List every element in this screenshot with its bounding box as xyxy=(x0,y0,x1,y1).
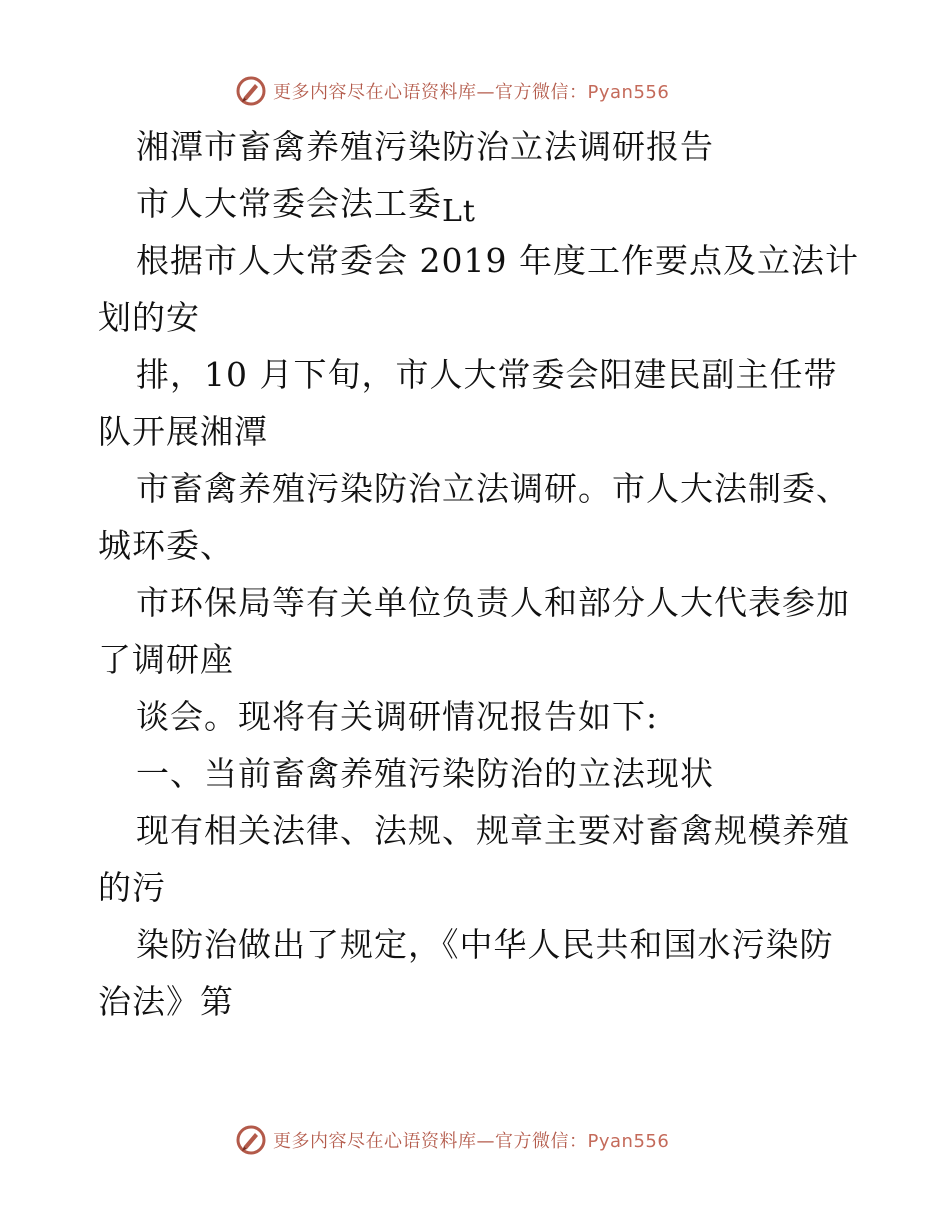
document-body xyxy=(98,118,858,1030)
section-heading: 一、当前畜禽养殖污染防治的立法现状 xyxy=(136,754,714,793)
watermark-footer xyxy=(235,1123,669,1157)
paragraph-line: 排，10 月下旬，市人大常委会阳建民副主任带 xyxy=(136,355,838,394)
paragraph-line: 划的安 xyxy=(98,298,200,337)
watermark-text: 更多内容尽在心语资料库—官方微信：Pyan556 xyxy=(273,1131,670,1152)
paragraph-line: 现有相关法律、法规、规章主要对畜禽规模养殖 xyxy=(136,811,850,850)
paragraph-line: 的污 xyxy=(98,868,166,907)
pen-logo-icon xyxy=(235,75,267,107)
watermark-text: 更多内容尽在心语资料库—官方微信：Pyan556 xyxy=(273,82,670,103)
paragraph-line: 市环保局等有关单位负责人和部分人大代表参加 xyxy=(136,583,850,622)
document-title: 湘潭市畜禽养殖污染防治立法调研报告 xyxy=(136,127,714,166)
paragraph-line: 治法》第 xyxy=(98,982,234,1021)
paragraph-line: 谈会。现将有关调研情况报告如下: xyxy=(136,697,659,736)
watermark-header xyxy=(235,74,669,108)
paragraph-line: 队开展湘潭 xyxy=(98,412,268,451)
stray-glyph: Lt xyxy=(442,194,476,229)
document-author: 市人大常委会法工委Lt xyxy=(136,184,476,229)
paragraph-line: 了调研座 xyxy=(98,640,234,679)
paragraph-line: 根据市人大常委会 2019 年度工作要点及立法计 xyxy=(136,241,859,280)
pen-logo-icon xyxy=(235,1124,267,1156)
paragraph-line: 城环委、 xyxy=(98,526,234,565)
paragraph-line: 染防治做出了规定，《中华人民共和国水污染防 xyxy=(136,925,834,964)
paragraph-line: 市畜禽养殖污染防治立法调研。市人大法制委、 xyxy=(136,469,850,508)
